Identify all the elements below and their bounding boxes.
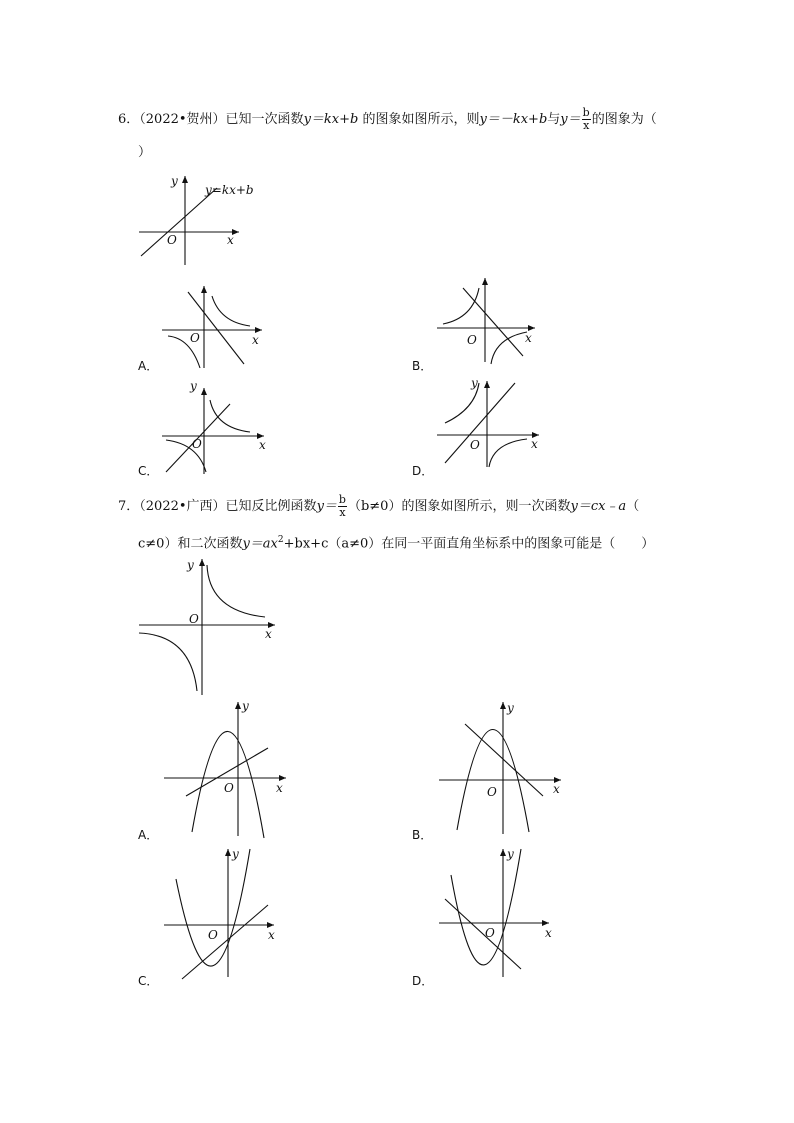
q6-text: 的图象为（ [591,112,657,127]
svg-text:O: O [208,928,218,942]
svg-text:y: y [232,847,239,861]
q6-eq3: y＝ [560,112,581,127]
q7-option-b[interactable]: B． [412,828,433,842]
frac-denominator: x [583,119,590,132]
svg-text:O: O [467,333,477,347]
svg-text:y: y [242,699,249,713]
y-label: y [171,174,178,188]
q6-eq1: y＝kx+b [303,112,359,127]
q6-fraction [582,107,591,132]
q6-option-b-graph [435,272,545,367]
svg-text:O: O [487,785,497,799]
q6-option-b[interactable]: B． [412,359,433,373]
q6-option-d[interactable]: D． [412,464,434,478]
q6-option-d-graph [435,375,545,470]
q7-option-c-graph [160,845,295,980]
q6-eq2: y＝－kx+b [479,112,548,127]
svg-text:O: O [485,926,495,940]
q7-text: +bx+c（a≠0）在同一平面直角坐标系中的图象可能是（ ） [283,536,655,552]
q6-text: 与 [547,112,561,127]
q7-text: （ [626,499,640,514]
q7-option-b-graph [435,698,570,838]
q6-option-c-graph [160,380,270,475]
q7-main-graph [135,555,285,700]
q7-eq2: y＝cx﹣a [570,499,627,514]
line-kx-plus-b [141,188,217,256]
svg-text:O: O [189,612,199,626]
svg-text:x: x [545,926,552,940]
q6-option-a[interactable]: A． [138,359,159,373]
svg-text:x: x [265,627,272,641]
q6-option-a-graph [160,282,270,372]
q7-option-c[interactable]: C． [138,974,159,988]
q7-eq1: y＝ [316,499,337,514]
svg-text:O: O [192,437,202,451]
q6-main-graph [135,170,275,270]
q7-line1 [118,494,639,519]
svg-text:x: x [525,331,532,345]
q7-text: c≠0）和二次函数 [138,536,243,552]
q6-source: （2022•贺州） [139,112,226,127]
svg-text:x: x [531,437,538,451]
q6-text: 已知一次函数 [225,112,304,127]
y-axis-arrow [182,176,188,183]
svg-text:y: y [507,701,514,715]
q7-option-a[interactable]: A． [138,828,159,842]
frac-numerator: b [582,106,590,119]
svg-text:O: O [224,781,234,795]
svg-text:x: x [553,782,560,796]
line-label: y=kx+b [205,183,254,197]
q7-option-d[interactable]: D． [412,974,434,988]
svg-text:x: x [276,781,283,795]
q7-number: 7． [118,499,140,514]
svg-text:O: O [190,331,200,345]
q7-fraction [338,494,347,519]
q7-source: （2022•广西） [139,499,226,514]
q7-text: （b≠0）的图象如图所示，则一次函数 [347,499,571,514]
q6-option-c[interactable]: C． [138,464,159,478]
q6-line2: ） [138,145,152,160]
q6-text: 的图象如图所示，则 [362,112,480,127]
q7-text: 已知反比例函数 [225,499,317,514]
svg-text:x: x [252,333,259,347]
exponent: 2 [277,535,284,545]
svg-text:x: x [259,438,266,452]
q7-option-a-graph [160,698,295,838]
x-label: x [227,233,234,247]
svg-text:x: x [268,928,275,942]
q7-option-d-graph [435,845,570,980]
frac-numerator: b [338,493,346,506]
svg-text:y: y [190,379,197,393]
q7-eq3: y＝ax [242,536,278,552]
q7-line2 [138,531,654,553]
origin-label: O [167,233,177,247]
q6-number: 6． [118,112,140,127]
svg-text:y: y [471,376,478,390]
q6-line1 [118,107,657,132]
svg-text:O: O [470,438,480,452]
svg-text:y: y [187,558,194,572]
svg-text:y: y [507,847,514,861]
frac-denominator: x [339,506,346,519]
